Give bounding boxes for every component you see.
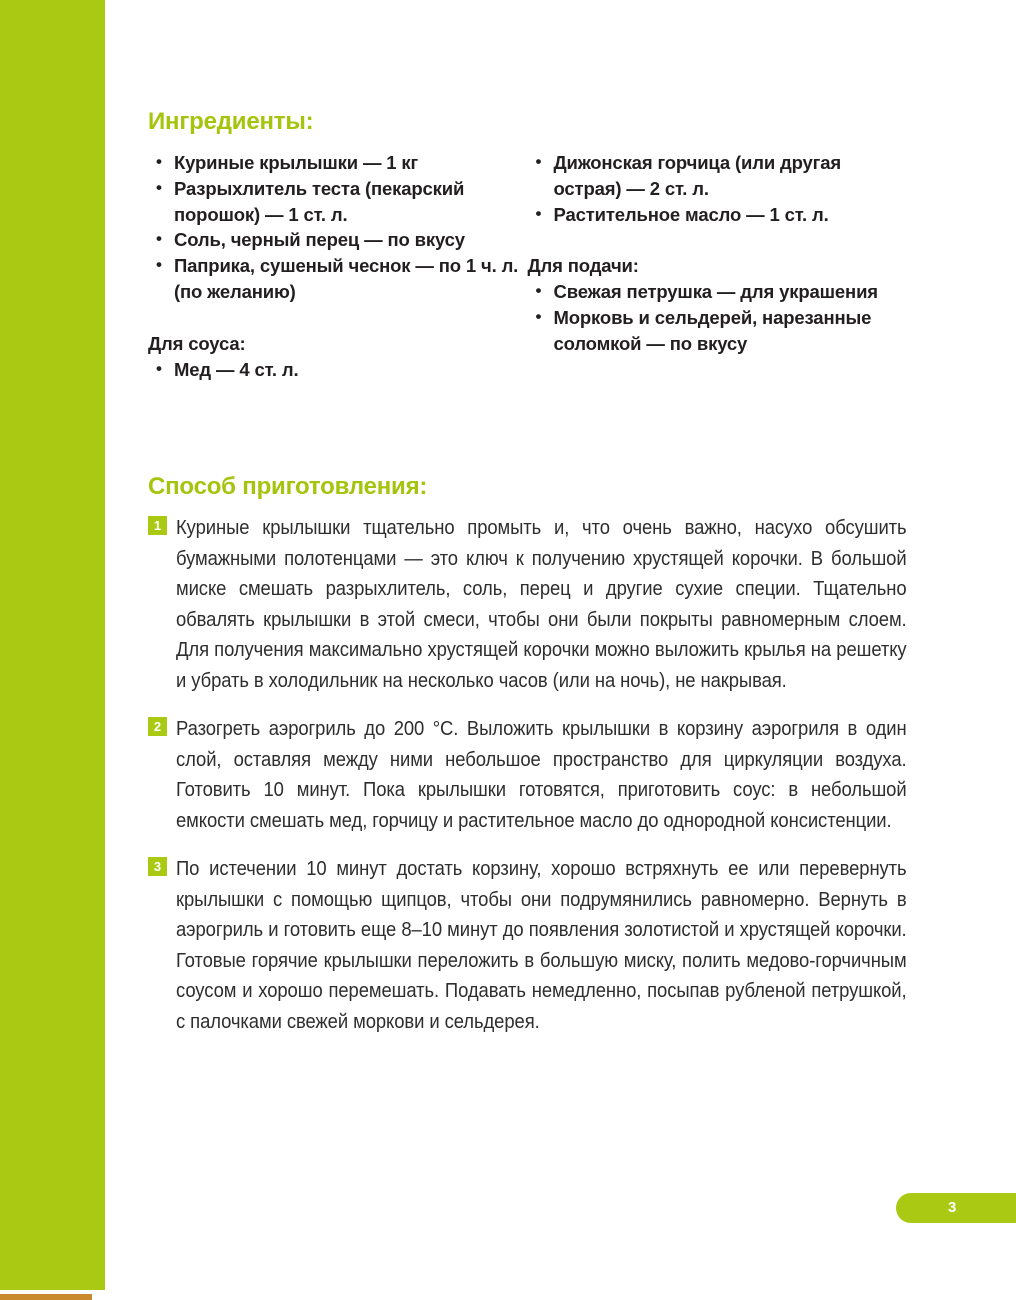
serving-subheading: Для подачи: xyxy=(527,255,639,277)
decorative-left-green-bar xyxy=(0,0,105,1290)
step-text: Куриные крылышки тщательно промыть и, что очень важно, насухо обсушить бумажными полотенцами — это ключ к получению хрустящей корочки. В большой миске смешать разрыхлитель, соль, перец и другие сухие специи. Тщательно обвалять крылышки в этой смеси, чтобы они были покрыты равномерным слоем. Для получения максимально хрустящей корочки можно выложить крылья на решетку и убрать в холодильник на несколько часов (или на ночь), не накрывая. xyxy=(176,516,907,692)
step-text: Разогреть аэрогриль до 200 °С. Выложить крылышки в корзину аэрогриля в один слой, оставляя между ними небольшое пространство для циркуляции воздуха. Готовить 10 минут. Пока крылышки готовятся, приготовить соус: в небольшой емкости смешать мед, горчицу и растительное масло до однородной консистенции. xyxy=(176,717,907,832)
step-number-badge: 1 xyxy=(148,516,167,535)
list-item: • Мед — 4 ст. л. xyxy=(148,357,527,383)
method-step xyxy=(148,714,906,836)
list-item: • Разрыхлитель теста (пекарский порошок) — 1 ст. л. xyxy=(148,176,527,228)
list-item: • Свежая петрушка — для украшения xyxy=(528,279,907,305)
step-number-badge: 3 xyxy=(148,857,167,876)
list-item: • Растительное масло — 1 ст. л. xyxy=(528,202,907,228)
page-number-badge: 3 xyxy=(896,1193,1016,1223)
decorative-bottom-sliver xyxy=(0,1294,92,1300)
sauce-subheading: Для соуса: xyxy=(148,332,246,354)
step-text: По истечении 10 минут достать корзину, хорошо встряхнуть ее или перевернуть крылышки с помощью щипцов, чтобы они подрумянились равномерно. Вернуть в аэрогриль и готовить еще 8–10 минут до появления золотистой и хрустящей корочки. Готовые горячие крылышки переложить в большую миску, полить медово-горчичным соусом и хорошо перемешать. Подавать немедленно, посыпав рубленой петрушкой, с палочками свежей моркови и сельдерея. xyxy=(176,857,907,1033)
method-step xyxy=(148,854,906,1037)
spacer xyxy=(148,305,527,331)
ingredients-heading: Ингредиенты: xyxy=(148,108,314,135)
serving-ingredients-list xyxy=(528,279,907,356)
list-item: • Паприка, сушеный чеснок — по 1 ч. л. (по желанию) xyxy=(148,253,527,305)
ingredients-left-column xyxy=(148,150,527,382)
ingredients-right-list xyxy=(528,150,907,227)
page-content xyxy=(148,0,906,1300)
sauce-ingredients-list xyxy=(148,357,527,383)
list-item: • Дижонская горчица (или другая острая) — 2 ст. л. xyxy=(528,150,907,202)
method-heading: Способ приготовления: xyxy=(148,473,428,500)
ingredients-right-column xyxy=(527,150,907,382)
list-item: • Соль, черный перец — по вкусу xyxy=(148,227,527,253)
ingredients-columns xyxy=(148,150,906,382)
list-item: • Морковь и сельдерей, нарезанные соломкой — по вкусу xyxy=(528,305,907,357)
spacer xyxy=(528,227,907,253)
ingredients-left-list xyxy=(148,150,527,305)
method-step xyxy=(148,513,906,696)
step-number-badge: 2 xyxy=(148,717,167,736)
list-item: • Куриные крылышки — 1 кг xyxy=(148,150,527,176)
method-steps xyxy=(148,513,906,1055)
